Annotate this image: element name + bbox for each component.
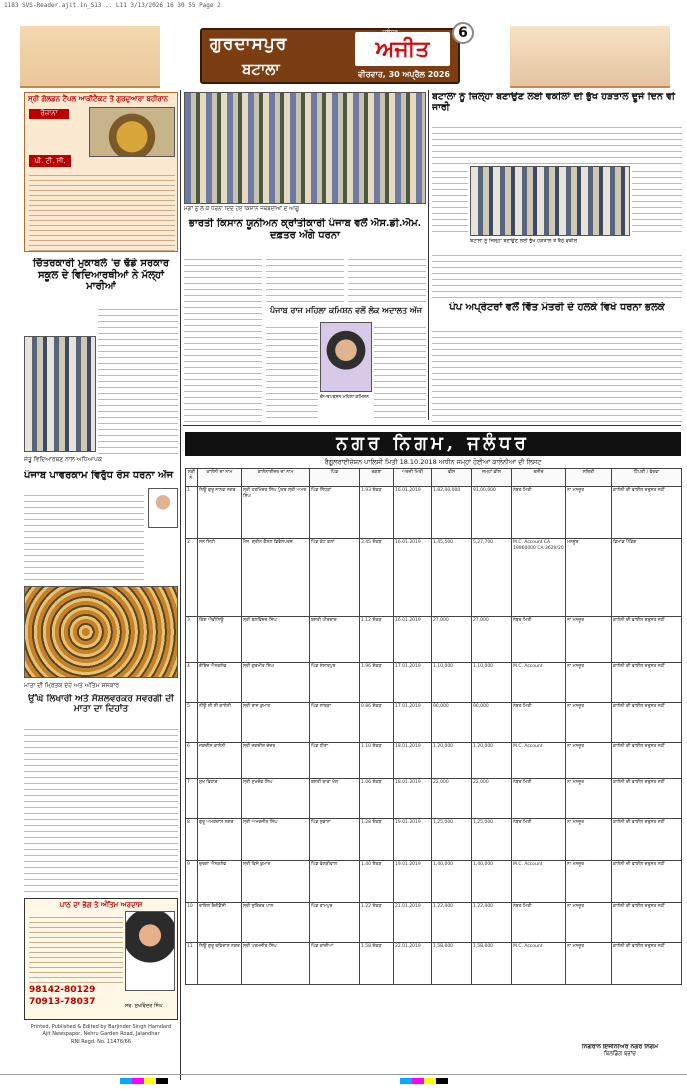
table-title: ਨਗਰ ਨਿਗਮ, ਜਲੰਧਰ <box>185 432 681 456</box>
table-cell: ਸ੍ਰੀ ਬਲਵਿੰਦਰ ਸਿੰਘ <box>242 617 310 663</box>
story1-body <box>98 304 178 454</box>
table-cell: M.C. Account <box>512 743 566 779</box>
story-headline <box>266 306 426 320</box>
center-body-col3 <box>348 254 426 304</box>
table-cell: 18.01.2019 <box>394 743 432 779</box>
table-row <box>186 703 682 743</box>
table-cell: ਕਾਲੋਨੀ ਦੀ ਫਾਈਲ ਦਰੁਸਤ ਨਹੀਂ <box>612 861 682 903</box>
table-cell: 90,000 <box>472 703 512 743</box>
table-column-header: ਸਥਿਤੀ <box>566 469 612 487</box>
story-headline <box>24 694 178 722</box>
table-cell: 27,000 <box>472 617 512 663</box>
table-cell: ਨੀਊ ਸੀ ਸੀ ਕਾਲੋਨੀ <box>198 703 242 743</box>
hunger-strike-photo <box>470 166 630 236</box>
table-column-header: ਰਸੀਦ <box>512 469 566 487</box>
table-cell: M.C. Account <box>512 663 566 703</box>
table-cell: 1,22,000 <box>432 903 472 943</box>
table-cell: ਸੁਖ ਵਿਹਾਰ <box>198 779 242 819</box>
table-cell: ਨੰਬਰ ਮਿਤੀ <box>512 703 566 743</box>
table-cell: ਕਾਲੋਨੀ ਦੀ ਫਾਈਲ ਦਰੁਸਤ ਨਹੀਂ <box>612 663 682 703</box>
masthead <box>20 26 670 88</box>
table-cell: ਪਿੰਡ ਫੋਲੜੀਵਾਲ <box>310 861 360 903</box>
table-cell: ਕਾਲੋਨੀ ਦੀ ਫਾਈਲ ਦਰੁਸਤ ਨਹੀਂ <box>612 703 682 743</box>
table-cell: 10 <box>186 903 198 943</box>
table-cell: 5,27,700 <box>472 539 512 617</box>
table-cell: ਸ੍ਰੀ ਰਾਜ ਕੁਮਾਰ <box>242 703 310 743</box>
center-body-col4 <box>266 322 318 422</box>
funeral-photo <box>24 586 178 678</box>
center-body-col2 <box>266 254 344 304</box>
table-cell: ਗੁਰੂ ਅਮਰਦਾਸ ਨਗਰ <box>198 819 242 861</box>
footer-rule <box>0 1074 687 1075</box>
story1-caption: ਜੇਤੂ ਵਿਦਿਆਰਥਣ ਨਾਲ ਅਧਿਆਪਕ <box>24 456 102 463</box>
table-cell: 8 <box>186 819 198 861</box>
table-cell: ਪਿੰਡ ਕੋਟ ਕਲਾਂ <box>310 539 360 617</box>
story-headline <box>432 92 682 120</box>
table-row <box>186 487 682 539</box>
table-cell: 22,000 <box>432 779 472 819</box>
table-cell: ਸ੍ਰੀ ਵਿਜੇ ਕੁਮਾਰ <box>242 861 310 903</box>
color-registration-bar <box>120 1078 180 1084</box>
ad-badge: ਪੀ. ਟੀ. ਸੀ. <box>29 155 71 167</box>
table-cell: ਡਿਮਾਂਡ ਪੈਂਡਿੰਗ <box>612 539 682 617</box>
table-cell: 1,40,000 <box>472 861 512 903</box>
table-cell: 1,20,000 <box>472 743 512 779</box>
table-cell: 1.06 ਏਕੜ <box>360 779 394 819</box>
table-cell: ਮਨਜ਼ੂਰ <box>566 539 612 617</box>
table-cell: 9 <box>186 861 198 903</box>
section-divider <box>183 425 681 426</box>
table-cell: ਨਾ ਮਨਜ਼ੂਰ <box>566 943 612 985</box>
table-cell: 27,000 <box>432 617 472 663</box>
portrait-caption: ਚੇਅਰਪਰਸਨ ਮਹਿਲਾ ਕਮਿਸ਼ਨ <box>320 395 369 400</box>
table-cell: ਕਾਲੋਨੀ ਦੀ ਫਾਈਲ ਦਰੁਸਤ ਨਹੀਂ <box>612 779 682 819</box>
print-slug: 1183 SVS-Reader.ajit.in_S13 .. L11 3/13/2026 16 30 55 Page 2 <box>4 2 221 9</box>
table-column-header: ਅਰਜ਼ੀ ਮਿਤੀ <box>394 469 432 487</box>
obituary-portrait <box>125 911 175 991</box>
table-cell: ਨਾ ਮਨਜ਼ੂਰ <box>566 861 612 903</box>
table-row <box>186 617 682 663</box>
table-cell: 1.28 ਏਕੜ <box>360 819 394 861</box>
table-column-header: ਟਿੱਪਣੀ / ਵੇਰਵਾ <box>612 469 682 487</box>
hunger-strike-caption: ਬਟਾਲਾ ਨੂੰ ਜ਼ਿਲ੍ਹਾ ਬਣਾਉਣ ਲਈ ਭੁੱਖ ਹੜਤਾਲ ਤੇ ਬੈਠੇ ਵਕੀਲ <box>470 238 578 244</box>
table-cell: 21.01.2019 <box>394 903 432 943</box>
table-column-header: ਫੀਸ <box>432 469 472 487</box>
table-cell: ਗੋਬਿੰਦ ਐਨਕਲੇਵ <box>198 663 242 703</box>
table-cell: 16.01.2019 <box>394 539 432 617</box>
table-cell: ਕਿੰਗ ਐਵੀਨਿਊ <box>198 617 242 663</box>
table-row <box>186 539 682 617</box>
column-divider <box>180 90 181 1080</box>
issue-date: ਵੀਰਵਾਰ, 30 ਅਪ੍ਰੈਲ 2026 <box>358 70 450 79</box>
golden-temple-illustration <box>20 26 160 88</box>
table-row <box>186 903 682 943</box>
obituary-text <box>29 913 123 983</box>
table-cell: 91,00,000 <box>472 487 512 539</box>
color-registration-bar <box>400 1078 460 1084</box>
obituary-ad <box>24 898 178 1020</box>
table-cell: 6 <box>186 743 198 779</box>
table-row <box>186 861 682 903</box>
center-subheadline: ਪੰਜਾਬ ਰਾਜ ਮਹਿਲਾ ਕਮਿਸ਼ਨ ਵਲੋਂ ਲੋਕ ਅਦਾਲਤ ਅੱਜ <box>269 306 423 315</box>
table-cell: 3 <box>186 617 198 663</box>
table-cell: 16.01.2019 <box>394 617 432 663</box>
table-cell: ਸ੍ਰੀ ਸੁਰਿੰਦਰ ਪਾਲ <box>242 903 310 943</box>
table-row <box>186 779 682 819</box>
table-cell: 5 <box>186 703 198 743</box>
table-cell: ਨੰਬਰ ਮਿਤੀ <box>512 779 566 819</box>
right-story2-headline: ਪੰਪ ਅਪ੍ਰੇਟਰਾਂ ਵਲੋਂ ਵਿੱਤ ਮੰਤਰੀ ਦੇ ਹਲਕੇ ਵਿਖੇ ਧਰਨਾ ਭਲਕੇ <box>449 302 665 313</box>
table-cell: ਸ੍ਰੀ ਗੁਰਮੀਤ ਸਿੰਘ <box>242 663 310 703</box>
table-cell: ਨਾ ਮਨਜ਼ੂਰ <box>566 703 612 743</box>
table-cell: 19.01.2019 <box>394 819 432 861</box>
table-cell: 17.01.2019 <box>394 703 432 743</box>
table-cell: ਨਾ ਮਨਜ਼ੂਰ <box>566 663 612 703</box>
obituary-name: ਸਵ. ਸੁਖਵਿੰਦਰ ਸਿੰਘ <box>125 1003 163 1009</box>
table-cell: 16.01.2019 <box>394 487 432 539</box>
table-cell: ਸ੍ਰੀ ਅਮਰਜੀਤ ਸਿੰਘ <box>242 819 310 861</box>
table-column-header: ਕਾਲੋਨਾਈਜ਼ਰ ਦਾ ਨਾਮ <box>242 469 310 487</box>
advertisement <box>24 92 178 252</box>
protest-photo <box>184 92 426 204</box>
golden-temple-photo <box>89 107 175 157</box>
protest-caption: ਮੰਗਾਂ ਨੂੰ ਲੈ ਕੇ ਧਰਨਾ ਦਿੰਦੇ ਹੋਏ ਕਿਸਾਨ ਜਥੇਬੰਦੀਆਂ ਦੇ ਆਗੂ <box>184 206 299 212</box>
award-photo <box>24 336 96 452</box>
table-cell: ਕਾਲੋਨੀ ਦੀ ਫਾਈਲ ਦਰੁਸਤ ਨਹੀਂ <box>612 617 682 663</box>
table-cell: ਨੰਬਰ ਮਿਤੀ <box>512 617 566 663</box>
story3-caption: ਮਾਤਾ ਦੀ ਮ੍ਰਿਤਕ ਦੇਹ ਅਤੇ ਅੰਤਿਮ ਸਸਕਾਰ <box>24 682 120 689</box>
table-cell: ਕਾਲੋਨੀ ਦੀ ਫਾਈਲ ਦਰੁਸਤ ਨਹੀਂ <box>612 743 682 779</box>
table-cell: 1.10 ਏਕੜ <box>360 743 394 779</box>
story-headline <box>24 470 178 486</box>
table-cell: 1,22,000 <box>472 903 512 943</box>
table-column-header: ਜਮ੍ਹਾਂ ਫੀਸ <box>472 469 512 487</box>
table-cell: 1 <box>186 487 198 539</box>
table-cell: 1,10,000 <box>432 663 472 703</box>
paper-logo: ਅਜੀਤ <box>355 32 450 66</box>
right-headline: ਬਟਾਲਾ ਨੂੰ ਜ਼ਿਲ੍ਹਾ ਬਣਾਉਣ ਲਈ ਵਕੀਲਾਂ ਦੀ ਭੁੱਖ ਹੜਤਾਲ ਦੂਜੇ ਦਿਨ ਵੀ ਜਾਰੀ <box>432 92 676 113</box>
table-signature <box>560 1044 680 1068</box>
table-cell: 17.01.2019 <box>394 663 432 703</box>
table-cell: 1.12 ਏਕੜ <box>360 617 394 663</box>
table-cell: 1.93 ਏਕੜ <box>360 487 394 539</box>
right-body-side <box>432 166 468 236</box>
table-cell: ਸ੍ਰੀ ਜਗਦੀਸ਼ ਚੰਦਰ <box>242 743 310 779</box>
obituary-title: ਪਾਠ ਦਾ ਭੋਗ ਤੇ ਅੰਤਿਮ ਅਰਦਾਸ <box>59 900 143 909</box>
table-cell: M.C. Account <box>512 943 566 985</box>
right-story2-body <box>432 326 682 422</box>
center-headline: ਭਾਰਤੀ ਕਿਸਾਨ ਯੂਨੀਅਨ ਕ੍ਰਾਂਤੀਕਾਰੀ ਪੰਜਾਬ ਵਲੋਂ ਐਸ.ਡੀ.ਐਮ. ਦਫ਼ਤਰ ਅੱਗੇ ਧਰਨਾ <box>188 218 422 241</box>
table-row <box>186 943 682 985</box>
table-cell: ਨੰਬਰ ਮਿਤੀ <box>512 487 566 539</box>
table-cell: ਪਿੰਡ ਸੁਭਾਨਾ <box>310 819 360 861</box>
story2-body <box>24 490 144 582</box>
table-cell: 1,58,000 <box>432 943 472 985</box>
table-cell: ਸਨ ਸਿਟੀ <box>198 539 242 617</box>
table-cell: 19.01.2019 <box>394 861 432 903</box>
table-cell: 1.96 ਏਕੜ <box>360 663 394 703</box>
table-cell: ਪਿੰਡ ਸੰਸਾਰਪੁਰ <box>310 663 360 703</box>
story1-headline: ਚਿੱਤਰਕਾਰੀ ਮੁਕਾਬਲੇ 'ਚ ਢੱਡੇ ਸਰਕਾਰ ਸਕੂਲ ਦੇ ਵਿਦਿਆਰਥੀਆਂ ਨੇ ਮੱਲ੍ਹਾਂ ਮਾਰੀਆਂ <box>32 258 170 292</box>
imprint-line: RNI Regd. No. 11476/66 <box>71 1038 131 1045</box>
table-cell: ਨਿਊ ਗੁਰੂ ਨਾਨਕ ਨਗਰ <box>198 487 242 539</box>
table-column-header: ਰਕਬਾ <box>360 469 394 487</box>
table-cell: 3.45 ਏਕੜ <box>360 539 394 617</box>
table-cell: 1.22 ਏਕੜ <box>360 903 394 943</box>
signature-title: ਨਿਗਰਾਨ ਇੰਜੀਨੀਅਰ ਨਗਰ ਨਿਗਮ <box>581 1044 659 1050</box>
table-cell: ਦੁਰਗਾ ਐਨਕਲੇਵ <box>198 861 242 903</box>
edition-city: ਗੁਰਦਾਸਪੁਰ <box>210 34 288 54</box>
table-cell: ਸ੍ਰੀ ਸੁਖਦੇਵ ਸਿੰਘ <box>242 779 310 819</box>
table-cell: 1,25,000 <box>472 819 512 861</box>
table-cell: 1,40,000 <box>432 861 472 903</box>
table-cell: ਨਾ ਮਨਜ਼ੂਰ <box>566 487 612 539</box>
table-cell: M.C. Account <box>512 861 566 903</box>
table-cell: ਨਾ ਮਨਜ਼ੂਰ <box>566 819 612 861</box>
story-headline <box>184 218 426 252</box>
obituary-phone: 98142-80129 <box>29 985 96 995</box>
table-cell: ਕਾਲੋਨੀ ਦੀ ਫਾਈਲ ਦਰੁਸਤ ਨਹੀਂ <box>612 819 682 861</box>
table-cell: 1,58,000 <box>472 943 512 985</box>
table-cell: ਸ੍ਰੀ ਹਰਮਿੰਦਰ ਸਿੰਘ ਪੁੱਤਰ ਸ੍ਰੀ ਅਮਰ ਸਿੰਘ <box>242 487 310 539</box>
ad-title: ਸ੍ਰੀ ਗੋਲਡਨ ਟੈਂਪਲ ਆਕੀਟੈਕਟ ਤੋਂ ਗੁਰਦੁਆਰਾ ਬਹੀਰਾਨ <box>28 94 169 103</box>
table-cell: ਬਸਤੀ ਬਾਵਾ ਖੇਲ <box>310 779 360 819</box>
table-cell: 1,10,000 <box>472 663 512 703</box>
center-body-col5 <box>374 322 426 422</box>
table-cell: ਨਾ ਮਨਜ਼ੂਰ <box>566 743 612 779</box>
table-row <box>186 819 682 861</box>
story3-headline: ਉੱਘੇ ਲਿਖਾਰੀ ਅਤੇ ਸੋਸ਼ਲਵਰਕਰ ਸਵਰਗੀ ਦੀ ਮਾਤਾ ਦਾ ਦਿਹਾਂਤ <box>28 694 174 715</box>
story-headline <box>432 302 682 324</box>
table-cell: ਨੰਬਰ ਮਿਤੀ <box>512 903 566 943</box>
leader-portrait <box>148 488 178 528</box>
table-cell: 1.40 ਏਕੜ <box>360 861 394 903</box>
table-cell: 2 <box>186 539 198 617</box>
table-cell: 1.58 ਏਕੜ <box>360 943 394 985</box>
table-cell: ਪਿੰਡ ਲਿੱਧੜਾਂ <box>310 487 360 539</box>
obituary-phone: 70913-78037 <box>29 997 96 1007</box>
story2-headline: ਪੰਜਾਬ ਪਾਵਰਕਾਮ ਵਿਰੁੱਧ ਰੋਸ ਧਰਨਾ ਅੱਜ <box>24 470 174 481</box>
imprint-line: Printed, Published & Edited by Barjinder Singh Hamdard <box>30 1024 172 1030</box>
table-column-header: ਕਾਲੋਨੀ ਦਾ ਨਾਮ <box>198 469 242 487</box>
table-cell: 18.01.2019 <box>394 779 432 819</box>
table-cell: ਨਾ ਮਨਜ਼ੂਰ <box>566 779 612 819</box>
imprint-line: Ajit Newspaper, Nehru Garden Road, Jalandhar <box>42 1031 160 1038</box>
table-cell: ਪਿੰਡ ਧੀਣਾ <box>310 743 360 779</box>
edition-town: ਬਟਾਲਾ <box>242 60 280 78</box>
table-cell: ਜਗਦੀਸ਼ ਕਾਲੋਨੀ <box>198 743 242 779</box>
ad-badge: ਰੋਜ਼ਾਨਾ <box>29 109 69 119</box>
table-cell: ਕਾਲੋਨੀ ਦੀ ਫਾਈਲ ਦਰੁਸਤ ਨਹੀਂ <box>612 487 682 539</box>
table-cell: 1,45,500 <box>432 539 472 617</box>
table-cell: ਨਿਊ ਗੁਰੂ ਰਵਿਦਾਸ ਨਗਰ <box>198 943 242 985</box>
column-divider <box>428 90 429 420</box>
table-cell: M.C. Account CA 19960000 CA 3629/20 <box>512 539 566 617</box>
chairperson-portrait <box>320 322 372 392</box>
table-cell: ਬਸਤੀ ਪੀਰਦਾਦ <box>310 617 360 663</box>
page-number: 6 <box>452 22 474 44</box>
imprint <box>24 1024 178 1064</box>
table-cell: 1,82,00,000 <box>432 487 472 539</box>
table-header-row <box>186 469 682 487</box>
table-cell: ਪਿੰਡ ਲਾਂਬੜਾ <box>310 703 360 743</box>
story3-body <box>24 724 178 894</box>
table-cell: 90,000 <box>432 703 472 743</box>
table-cell: 1,25,000 <box>432 819 472 861</box>
table-column-header: ਪਿੰਡ <box>310 469 360 487</box>
center-body-col1 <box>184 254 262 422</box>
table-cell: ਕਾਲੋਨੀ ਦੀ ਫਾਈਲ ਦਰੁਸਤ ਨਹੀਂ <box>612 943 682 985</box>
masthead-banner <box>200 28 460 84</box>
right-body-bottom <box>432 250 682 298</box>
table-cell: ਨਾ ਮਨਜ਼ੂਰ <box>566 617 612 663</box>
signature-sub: ਬਿਲਡਿੰਗ ਬ੍ਰਾਂਚ <box>604 1050 636 1057</box>
table-cell: ਮੈਸ. ਗ੍ਰੀਨ ਕੈਸਲ ਡਿਵੈਲਪਰਜ਼ <box>242 539 310 617</box>
table-cell: 22.01.2019 <box>394 943 432 985</box>
right-body-side <box>632 166 682 236</box>
table-cell: ਪਿੰਡ ਰਾਮਪੁਰ <box>310 903 360 943</box>
table-cell: ਕਾਲੋਨੀ ਦੀ ਫਾਈਲ ਦਰੁਸਤ ਨਹੀਂ <box>612 903 682 943</box>
table-subtitle: ਰੈਗੂਲਰਾਈਜ਼ੇਸ਼ਨ ਪਾਲਿਸੀ ਮਿਤੀ 18.10.2018 ਅਧੀਨ ਜਮ੍ਹਾਂ ਹੋਈਆਂ ਕਾਲੋਨੀਆਂ ਦੀ ਲਿਸਟ <box>324 458 542 466</box>
table-cell: ਨਾ ਮਨਜ਼ੂਰ <box>566 903 612 943</box>
table-row <box>186 663 682 703</box>
colonies-table <box>185 468 682 985</box>
table-cell: ਰਾਇਲ ਰੈਜ਼ੀਡੈਂਸੀ <box>198 903 242 943</box>
table-cell: 1,20,000 <box>432 743 472 779</box>
table-column-header: ਲੜੀ ਨੰ. <box>186 469 198 487</box>
right-body-top <box>432 122 682 164</box>
heritage-building-illustration <box>510 26 670 88</box>
table-cell: ਪਿੰਡ ਕਾਦੀਆਂ <box>310 943 360 985</box>
story-headline <box>24 258 178 300</box>
table-cell: ਨੰਬਰ ਮਿਤੀ <box>512 819 566 861</box>
table-cell: ਸ੍ਰੀ ਪਰਮਜੀਤ ਸਿੰਘ <box>242 943 310 985</box>
table-row <box>186 743 682 779</box>
table-cell: 7 <box>186 779 198 819</box>
table-cell: 0.86 ਏਕੜ <box>360 703 394 743</box>
table-cell: 4 <box>186 663 198 703</box>
table-cell: 22,000 <box>472 779 512 819</box>
ad-body-text <box>29 171 175 251</box>
table-cell: 11 <box>186 943 198 985</box>
